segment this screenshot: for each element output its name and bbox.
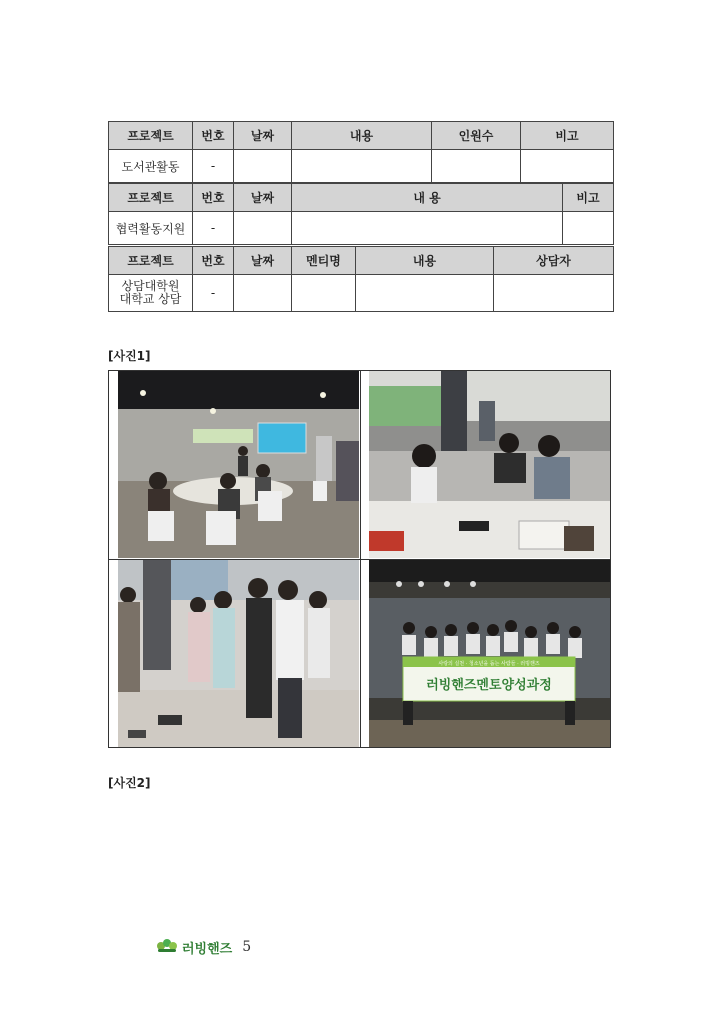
cell-number: - bbox=[193, 150, 234, 183]
cell-number: - bbox=[193, 212, 234, 245]
cell-project-line1: 상담대학원 bbox=[121, 279, 180, 293]
header-project: 프로젝트 bbox=[109, 122, 193, 150]
cell-content bbox=[292, 150, 432, 183]
cell-headcount bbox=[432, 150, 521, 183]
header-number: 번호 bbox=[193, 184, 234, 212]
banner-text: 러빙핸즈멘토양성과정 bbox=[426, 678, 552, 693]
header-number: 번호 bbox=[193, 122, 234, 150]
header-counselor: 상담자 bbox=[494, 247, 614, 275]
header-content: 내용 bbox=[356, 247, 494, 275]
cell-project-line2: 대학교 상담 bbox=[119, 292, 182, 306]
header-date: 날짜 bbox=[234, 184, 292, 212]
cell-date bbox=[234, 150, 292, 183]
cell-note bbox=[563, 212, 614, 245]
photo-seminar-room bbox=[118, 371, 359, 558]
cell-project bbox=[109, 275, 193, 312]
header-headcount: 인원수 bbox=[432, 122, 521, 150]
cell-date bbox=[234, 275, 292, 312]
cell-project: 도서관활동 bbox=[109, 150, 193, 183]
cell-counselor bbox=[494, 275, 614, 312]
header-note: 비고 bbox=[563, 184, 614, 212]
photo-group-activity bbox=[369, 371, 610, 558]
cell-date bbox=[234, 212, 292, 245]
page-number: 5 bbox=[242, 939, 252, 955]
cooperation-support-table bbox=[108, 183, 614, 245]
header-content: 내 용 bbox=[292, 184, 563, 212]
photo-group-huddle bbox=[118, 560, 359, 747]
header-mentee: 멘티명 bbox=[292, 247, 356, 275]
cell-content bbox=[292, 212, 563, 245]
photo-section-1-label: [사진1] bbox=[108, 349, 151, 363]
cell-number: - bbox=[193, 275, 234, 312]
cell-project: 협력활동지원 bbox=[109, 212, 193, 245]
photo-section-2-label: [사진2] bbox=[108, 776, 151, 790]
footer-brand: 러빙핸즈 bbox=[182, 941, 233, 957]
library-activity-table bbox=[108, 121, 614, 183]
photo-grid bbox=[108, 370, 611, 748]
page-footer bbox=[156, 937, 251, 957]
header-project: 프로젝트 bbox=[109, 247, 193, 275]
header-date: 날짜 bbox=[234, 122, 292, 150]
header-date: 날짜 bbox=[234, 247, 292, 275]
photo-group-banner bbox=[369, 560, 610, 747]
header-note: 비고 bbox=[521, 122, 614, 150]
banner-sub-text: 사랑의 실천 · 청소년을 돕는 사람들 · 러빙핸즈 bbox=[438, 661, 540, 667]
cell-note bbox=[521, 150, 614, 183]
counseling-table bbox=[108, 246, 614, 312]
header-content: 내용 bbox=[292, 122, 432, 150]
grid-divider-horizontal bbox=[109, 559, 610, 560]
header-project: 프로젝트 bbox=[109, 184, 193, 212]
cell-mentee bbox=[292, 275, 356, 312]
hands-logo-icon bbox=[156, 937, 178, 957]
cell-content bbox=[356, 275, 494, 312]
header-number: 번호 bbox=[193, 247, 234, 275]
